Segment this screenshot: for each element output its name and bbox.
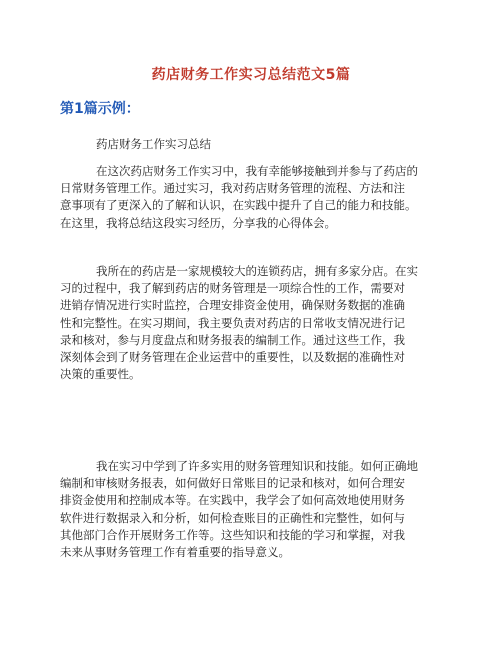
paragraph-2 (60, 263, 444, 383)
paragraph-3 (60, 458, 444, 561)
paragraph-line: 在这次药店财务工作实习中，我有幸能够接触到并参与了药店的 (96, 164, 418, 178)
essay-subtitle: 药店财务工作实习总结 (96, 137, 211, 151)
paragraph-line: 其他部门合作开展财务工作等。这些知识和技能的学习和掌握，对我 (60, 527, 405, 542)
paragraph-1 (60, 163, 444, 232)
paragraph-line: 软件进行数据录入和分析，如何检查账目的正确性和完整性，如何与 (60, 510, 405, 525)
paragraph-line: 排资金使用和控制成本等。在实践中，我学会了如何高效地使用财务 (60, 493, 405, 508)
paragraph-line: 在这里，我将总结这段实习经历，分享我的心得体会。 (60, 215, 336, 230)
paragraph-line: 决策的重要性。 (60, 367, 141, 382)
paragraph-line: 我在实习中学到了许多实用的财务管理知识和技能。如何正确地 (96, 459, 418, 473)
paragraph-line: 性和完整性。在实习期间，我主要负责对药店的日常收支情况进行记 (60, 315, 405, 330)
paragraph-line: 我所在的药店是一家规模较大的连锁药店，拥有多家分店。在实 (96, 264, 418, 278)
paragraph-line: 意事项有了更深入的了解和认识，在实践中提升了自己的能力和技能。 (60, 198, 417, 213)
paragraph-line: 进销存情况进行实时监控，合理安排资金使用，确保财务数据的准确 (60, 298, 405, 313)
paragraph-line: 未来从事财务管理工作有着重要的指导意义。 (60, 545, 290, 560)
document-title: 药店财务工作实习总结范文5篇 (151, 67, 351, 83)
paragraph-line: 习的过程中，我了解到药店的财务管理是一项综合性的工作，需要对 (60, 281, 405, 296)
paragraph-line: 深刻体会到了财务管理在企业运营中的重要性，以及数据的准确性对 (60, 350, 405, 365)
section-heading: 第1篇示例： (60, 101, 140, 117)
paragraph-line: 日常财务管理工作。通过实习，我对药店财务管理的流程、方法和注 (60, 181, 405, 196)
paragraph-line: 录和核对，参与月度盘点和财务报表的编制工作。通过这些工作，我 (60, 332, 405, 347)
paragraph-line: 编制和审核财务报表，如何做好日常账目的记录和核对，如何合理安 (60, 476, 405, 491)
